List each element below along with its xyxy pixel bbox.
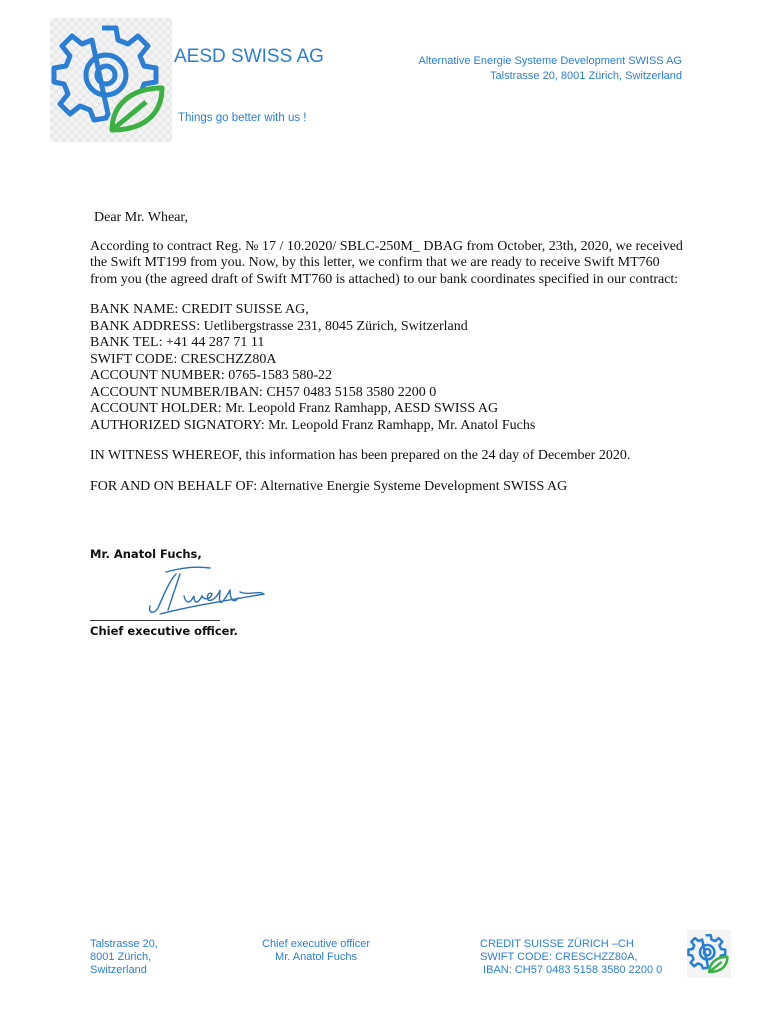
paragraph-line: from you (the agreed draft of Swift MT760 is attached) to our bank coordinates specified in our contract:	[90, 271, 679, 287]
footer-address	[90, 938, 158, 977]
footer-bank	[480, 938, 662, 977]
bank-address: BANK ADDRESS: Uetlibergstrasse 231, 8045 Zürich, Switzerland	[90, 318, 468, 334]
footer-line: SWIFT CODE: CRESCHZZ80A,	[480, 951, 638, 963]
bank-details	[90, 302, 690, 434]
signatory-title: Chief executive officer.	[90, 624, 238, 638]
company-logo	[50, 18, 172, 142]
authorized-signatory: AUTHORIZED SIGNATORY: Mr. Leopold Franz Ramhapp, Mr. Anatol Fuchs	[90, 417, 536, 433]
account-holder: ACCOUNT HOLDER: Mr. Leopold Franz Ramhapp, AESD SWISS AG	[90, 401, 499, 416]
salutation: Dear Mr. Whear,	[94, 210, 189, 225]
footer-line: CREDIT SUISSE ZÜRICH –CH	[480, 938, 634, 950]
behalf-statement: FOR AND ON BEHALF OF: Alternative Energie Systeme Development SWISS AG	[90, 478, 568, 494]
header-address	[418, 54, 682, 84]
footer-line: 8001 Zürich,	[90, 951, 152, 963]
signatory-name: Mr. Anatol Fuchs,	[90, 547, 202, 561]
letter-body	[90, 210, 690, 509]
footer-logo	[687, 930, 731, 978]
intro-paragraph	[90, 239, 690, 289]
gear-leaf-icon	[50, 18, 172, 142]
account-number: ACCOUNT NUMBER: 0765-1583 580-22	[90, 368, 333, 383]
paragraph-line: According to contract Reg. № 17 / 10.2020/ SBLC-250M_ DBAG from October, 23th, 2020, we received	[90, 238, 683, 254]
signature-line	[90, 620, 220, 621]
swift-code: SWIFT CODE: CRESCHZZ80A	[90, 351, 277, 367]
footer-officer	[262, 938, 370, 964]
footer-line: Mr. Anatol Fuchs	[275, 951, 357, 963]
footer-line: Chief executive officer	[262, 938, 371, 950]
gear-leaf-icon	[687, 930, 731, 978]
account-iban: ACCOUNT NUMBER/IBAN: CH57 0483 5158 3580 2200 0	[90, 384, 437, 400]
footer-line: IBAN: CH57 0483 5158 3580 2200 0	[480, 964, 663, 976]
paragraph-line: the Swift MT199 from you. Now, by this letter, we confirm that we are ready to receive Swift MT760	[90, 255, 660, 270]
footer-line: Switzerland	[90, 964, 147, 976]
witness-statement: IN WITNESS WHEREOF, this information has been prepared on the 24 day of December 2020.	[90, 448, 631, 463]
handwritten-signature	[140, 560, 270, 620]
bank-name: BANK NAME: CREDIT SUISSE AG,	[90, 302, 309, 317]
header-address-line: Talstrasse 20, 8001 Zürich, Switzerland	[490, 70, 682, 82]
company-name: AESD SWISS AG	[174, 46, 324, 67]
header-address-line: Alternative Energie Systeme Development SWISS AG	[418, 55, 682, 67]
company-tagline: Things go better with us !	[178, 112, 307, 124]
bank-tel: BANK TEL: +41 44 287 71 11	[90, 335, 265, 350]
footer-line: Talstrasse 20,	[90, 938, 158, 950]
